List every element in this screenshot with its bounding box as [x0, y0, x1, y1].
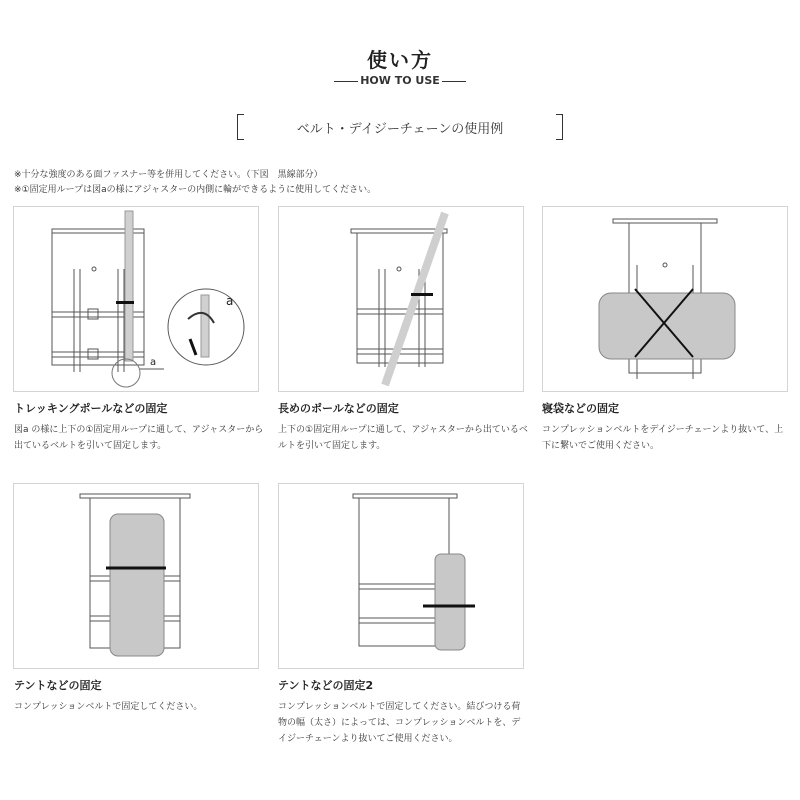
- subtitle-text: HOW TO USE: [360, 74, 440, 87]
- card-title: トレッキングポールなどの固定: [14, 402, 168, 415]
- label-a: a: [150, 357, 157, 368]
- backpack-long-pole-diagram: [279, 207, 523, 391]
- bracket-right: [556, 114, 563, 140]
- card-desc: 図a の様に上下の①固定用ループに通して、アジャスターから出ているベルトを引いて固定します。: [14, 425, 264, 451]
- section-heading: [237, 114, 563, 140]
- card-tent: [14, 677, 264, 715]
- fastener-strip: [116, 301, 134, 304]
- card-title: テントなどの固定: [14, 679, 102, 692]
- card-desc: 上下の①固定用ループに通して、アジャスターから出ているベルトを引いて固定します。: [278, 425, 528, 451]
- long-pole: [385, 213, 445, 385]
- page-subtitle: [0, 74, 800, 87]
- backpack-tent-side-diagram: [279, 484, 523, 668]
- card-long-pole: [278, 400, 528, 454]
- card-title: 寝袋などの固定: [542, 402, 619, 415]
- page-title: 使い方: [367, 48, 433, 72]
- trekking-pole: [125, 211, 133, 361]
- tent-roll: [110, 514, 164, 656]
- card-trekking-pole: [14, 400, 264, 454]
- card-desc: コンプレッションベルトで固定してください。: [14, 702, 203, 712]
- card-desc: コンプレッションベルトで固定してください。結びつける荷物の幅（太さ）によっては、コンプレッションベルトを、デイジーチェーンより抜いてご使用ください。: [278, 702, 521, 744]
- note-item: ※十分な強度のある面ファスナー等を併用してください。（下図 黒線部分）: [14, 170, 323, 180]
- fastener-strip: [411, 293, 433, 296]
- backpack-pole-diagram: [14, 207, 258, 391]
- illustration-tent-2: [278, 483, 524, 669]
- card-sleeping-bag: [542, 400, 792, 454]
- illustration-trekking-pole: [13, 206, 259, 392]
- label-a: a: [226, 294, 234, 308]
- illustration-sleeping-bag: [542, 206, 788, 392]
- card-tent-2: [278, 677, 528, 747]
- backpack-tent-diagram: [14, 484, 258, 668]
- divider-right: [442, 81, 466, 82]
- illustration-long-pole: [278, 206, 524, 392]
- card-desc: コンプレッションベルトをデイジーチェーンより抜いて、上下に繋いでご使用ください。: [542, 425, 784, 451]
- illustration-tent: [13, 483, 259, 669]
- note-item: ※①固定用ループは図aの様にアジャスターの内側に輪ができるように使用してください。: [14, 185, 377, 195]
- card-title: 長めのポールなどの固定: [278, 402, 399, 415]
- tent-roll: [435, 554, 465, 650]
- notes: [14, 168, 376, 198]
- section-title: ベルト・デイジーチェーンの使用例: [296, 122, 504, 137]
- divider-left: [334, 81, 358, 82]
- card-title: テントなどの固定2: [278, 679, 374, 692]
- backpack-sleeping-bag-diagram: [543, 207, 787, 391]
